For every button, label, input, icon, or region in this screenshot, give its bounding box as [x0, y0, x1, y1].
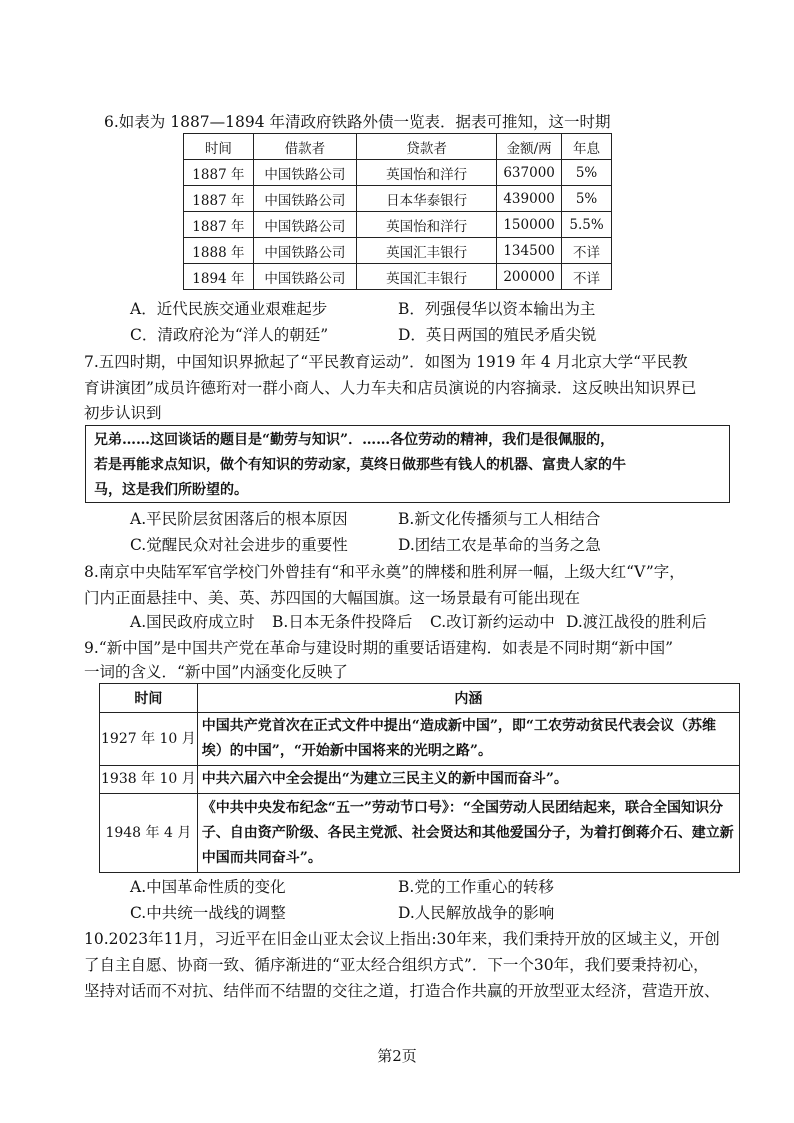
- q9-option-d[interactable]: D.人民解放战争的影响: [398, 904, 555, 922]
- table-cell-content: 《中共中央发布纪念“五一”劳动节口号》：“全国劳动人民团结起来，联合全国知识分子、自由资产阶级、各民主党派、社会贤达和其他爱国分子，为着打倒蒋介石、建立新中国而共同奋斗”。: [197, 794, 739, 873]
- q7-stem-line-2: 育讲演团”成员许德珩对一群小商人、人力车夫和店员演说的内容摘录．这反映出知识界已: [84, 379, 697, 397]
- table-cell: 637000: [497, 160, 562, 186]
- table-cell: 1887 年: [184, 160, 254, 186]
- table-cell-content: 中国共产党首次在正式文件中提出“造成新中国”，即“工农劳动贫民代表会议（苏维埃）的中国”，“开始新中国将来的光明之路”。: [197, 713, 739, 766]
- table-row: [184, 264, 612, 290]
- q10-stem-line-2: 了自主自愿、协商一致、循序渐进的“亚太经合组织方式”．下一个30年，我们要秉持初心，: [84, 956, 709, 974]
- q7-stem-line-1: 7.五四时期，中国知识界掀起了“平民教育运动”．如图为 1919 年 4 月北京大学“平民教: [84, 353, 688, 371]
- q10-stem-line-3: 坚持对话而不对抗、结伴而不结盟的交往之道，打造合作共赢的开放型亚太经济，营造开放、: [84, 982, 720, 1000]
- table-cell: 439000: [497, 186, 562, 212]
- q10-stem-line-1: 10.2023年11月，习近平在旧金山亚太会议上指出:30年来，我们秉持开放的区域主义，开创: [84, 930, 720, 948]
- table-cell: 5.5%: [562, 212, 612, 238]
- q9-stem-line-2: 一词的含义．“新中国”内涵变化反映了: [84, 663, 348, 681]
- table-row: [100, 713, 740, 766]
- table-row: [184, 212, 612, 238]
- table-cell: 不详: [562, 264, 612, 290]
- table-header: 年息: [562, 134, 612, 160]
- q6-stem: 6.如表为 1887—1894 年清政府铁路外债一览表．据表可推知，这一时期: [104, 113, 611, 131]
- q6-option-a[interactable]: A．近代民族交通业艰难起步: [130, 300, 328, 318]
- table-header: 借款者: [253, 134, 356, 160]
- q7-option-a[interactable]: A.平民阶层贫困落后的根本原因: [130, 510, 348, 528]
- table-cell: 中国铁路公司: [253, 264, 356, 290]
- q7-stem-line-3: 初步认识到: [84, 404, 162, 422]
- table-cell: 200000: [497, 264, 562, 290]
- q8-option-d[interactable]: D.渡江战役的胜利后: [566, 613, 707, 631]
- table-cell: 5%: [562, 160, 612, 186]
- table-cell: 1888 年: [184, 238, 254, 264]
- table-cell-content: 中共六届六中全会提出“为建立三民主义的新中国而奋斗”。: [197, 766, 739, 794]
- q9-table: [99, 683, 740, 873]
- q9-stem-line-1: 9.“新中国”是中国共产党在革命与建设时期的重要话语建构．如表是不同时期“新中国”: [84, 639, 673, 657]
- quote-line: 兄弟……这回谈话的题目是“勤劳与知识”．……各位劳动的精神，我们是很佩服的，: [94, 432, 615, 448]
- q7-option-c[interactable]: C.觉醒民众对社会进步的重要性: [130, 536, 348, 554]
- table-cell: 不详: [562, 238, 612, 264]
- table-cell: 英国汇丰银行: [357, 264, 497, 290]
- q8-option-c[interactable]: C.改订新约运动中: [430, 613, 555, 631]
- table-cell: 中国铁路公司: [253, 186, 356, 212]
- table-cell: 中国铁路公司: [253, 160, 356, 186]
- table-row: [100, 766, 740, 794]
- table-header-row: [184, 134, 612, 160]
- table-cell: 5%: [562, 186, 612, 212]
- q9-option-a[interactable]: A.中国革命性质的变化: [130, 878, 286, 896]
- q8-stem-line-2: 门内正面悬挂中、美、英、苏四国的大幅国旗。这一场景最有可能出现在: [84, 589, 581, 607]
- table-cell: 英国怡和洋行: [357, 160, 497, 186]
- table-cell: 1887 年: [184, 186, 254, 212]
- table-cell: 150000: [497, 212, 562, 238]
- q6-option-d[interactable]: D．英日两国的殖民矛盾尖锐: [398, 326, 597, 344]
- table-cell-time: 1927 年 10 月: [100, 713, 198, 766]
- table-row: [100, 794, 740, 873]
- table-header-row: [100, 684, 740, 713]
- q8-option-a[interactable]: A.国民政府成立时: [130, 613, 255, 631]
- table-cell: 英国汇丰银行: [357, 238, 497, 264]
- table-cell: 134500: [497, 238, 562, 264]
- table-cell: 日本华泰银行: [357, 186, 497, 212]
- q9-option-b[interactable]: B.党的工作重心的转移: [398, 878, 554, 896]
- table-row: [184, 160, 612, 186]
- table-cell: 中国铁路公司: [253, 212, 356, 238]
- q7-option-d[interactable]: D.团结工农是革命的当务之急: [398, 536, 601, 554]
- table-row: [184, 186, 612, 212]
- quote-line: 马，这是我们所盼望的。: [94, 482, 248, 498]
- table-cell: 中国铁路公司: [253, 238, 356, 264]
- q8-option-b[interactable]: B.日本无条件投降后: [272, 613, 413, 631]
- q6-table: [183, 133, 612, 290]
- table-header: 时间: [100, 684, 198, 713]
- table-header: 时间: [184, 134, 254, 160]
- table-cell: 英国怡和洋行: [357, 212, 497, 238]
- q7-option-b[interactable]: B.新文化传播须与工人相结合: [398, 510, 601, 528]
- quote-line: 若是再能求点知识，做个有知识的劳动家，莫终日做那些有钱人的机器、富贵人家的牛: [94, 457, 626, 473]
- table-row: [184, 238, 612, 264]
- q7-quote-box: [85, 425, 730, 503]
- table-header: 金额/两: [497, 134, 562, 160]
- table-cell: 1887 年: [184, 212, 254, 238]
- q6-option-c[interactable]: C．清政府沦为“洋人的朝廷”: [130, 326, 329, 344]
- q6-option-b[interactable]: B．列强侵华以资本输出为主: [398, 300, 596, 318]
- table-cell-time: 1938 年 10 月: [100, 766, 198, 794]
- table-cell: 1894 年: [184, 264, 254, 290]
- q9-option-c[interactable]: C.中共统一战线的调整: [130, 904, 286, 922]
- table-cell-time: 1948 年 4 月: [100, 794, 198, 873]
- table-header: 贷款者: [357, 134, 497, 160]
- table-header: 内涵: [197, 684, 739, 713]
- q8-stem-line-1: 8.南京中央陆军军官学校门外曾挂有“和平永奠”的牌楼和胜利屏一幅，上级大红“V”字，: [84, 563, 685, 581]
- page-number: 第2页: [377, 1047, 417, 1065]
